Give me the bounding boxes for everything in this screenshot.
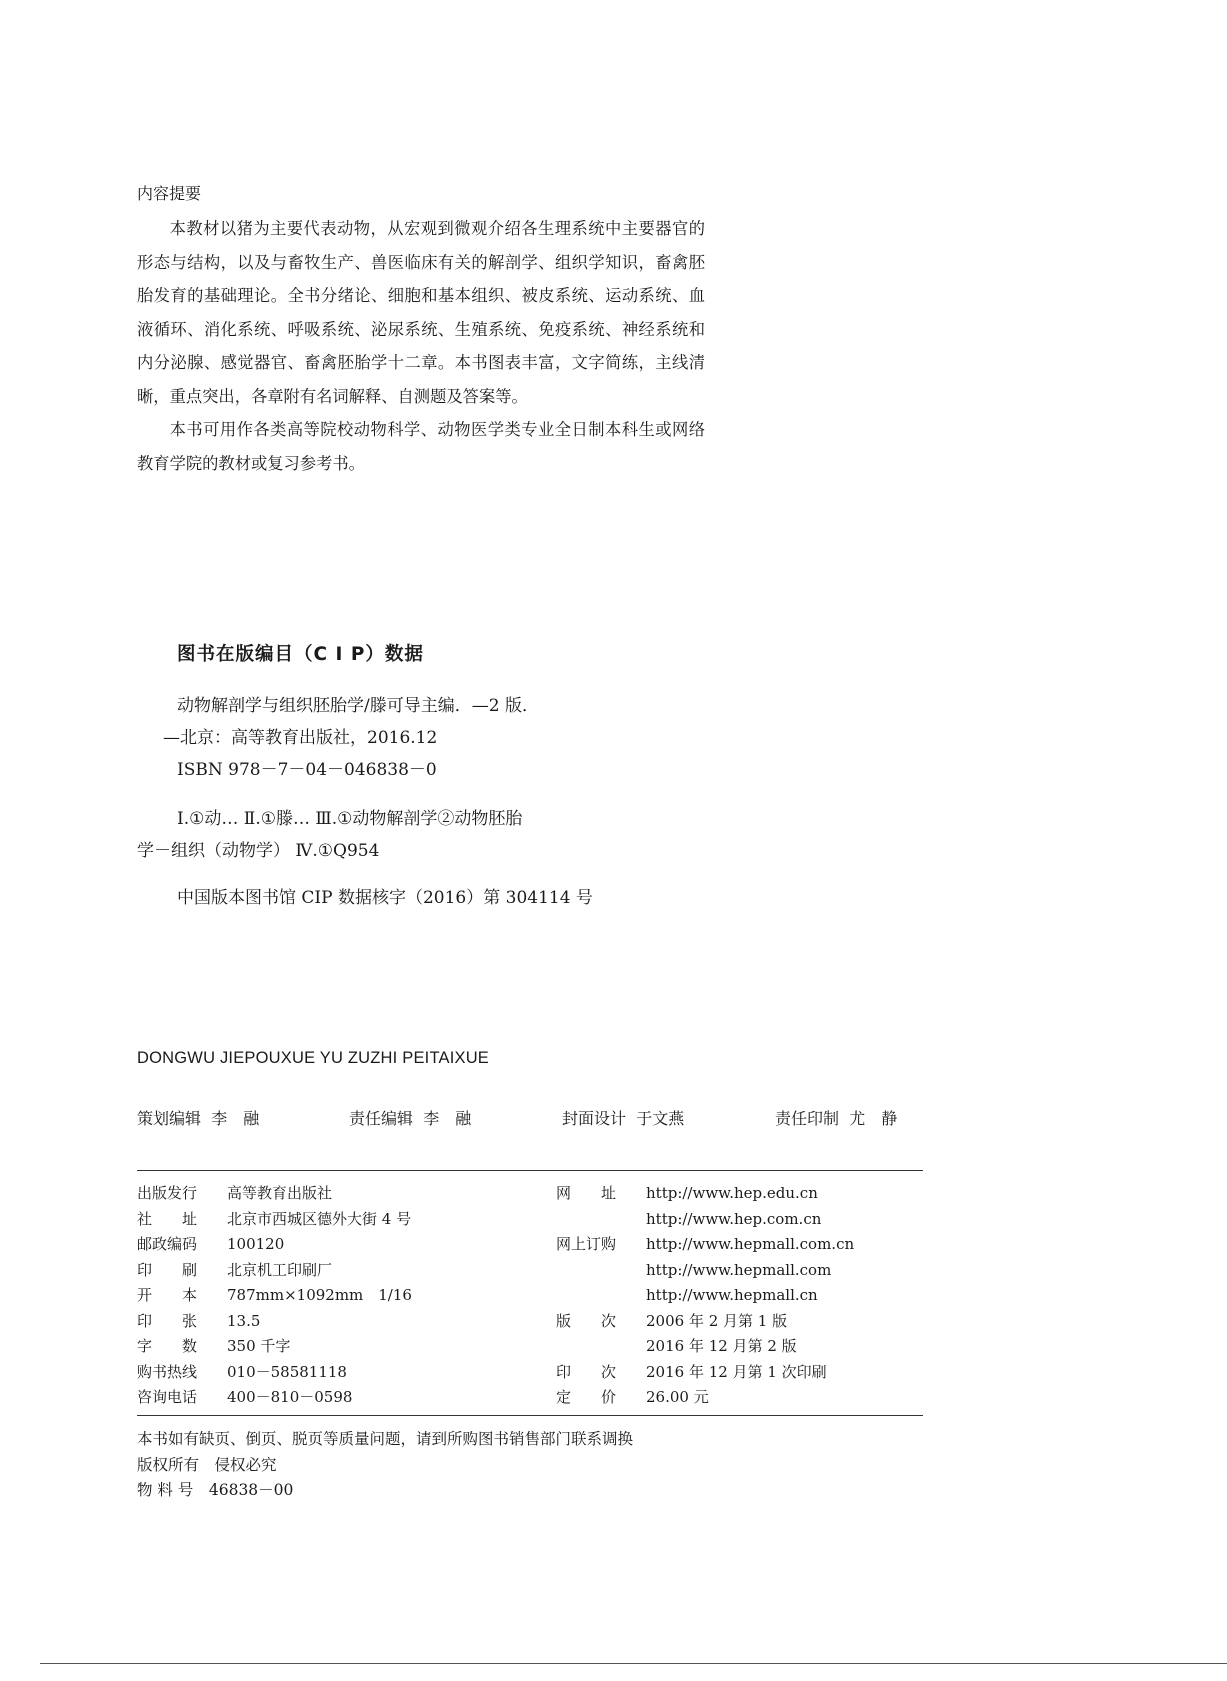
- info-label: 版 次: [556, 1311, 617, 1330]
- info-row: [137, 1232, 412, 1258]
- editor-name: 尤 静: [849, 1109, 898, 1128]
- info-label: 印 次: [556, 1362, 617, 1381]
- editor-role: 责任印制: [775, 1109, 840, 1128]
- info-value: http://www.hepmall.cn: [646, 1286, 818, 1304]
- editor-name: 于文燕: [636, 1109, 685, 1128]
- summary-title: 内容提要: [137, 184, 202, 203]
- info-label: 印 刷: [137, 1260, 198, 1279]
- info-value: 350 千字: [227, 1337, 291, 1355]
- info-label: 购书热线: [137, 1362, 198, 1381]
- editor-cover-design: [562, 1106, 684, 1129]
- info-value: http://www.hep.edu.cn: [646, 1184, 818, 1202]
- info-row: [556, 1360, 854, 1386]
- info-row: [137, 1360, 412, 1386]
- info-row: [556, 1385, 854, 1411]
- note-line: 本书如有缺页、倒页、脱页等质量问题，请到所购图书销售部门联系调换: [137, 1430, 634, 1448]
- cip-line: —北京：高等教育出版社，2016.12: [163, 728, 438, 748]
- info-value: 010－58581118: [227, 1362, 347, 1381]
- info-value: 2006 年 2 月第 1 版: [646, 1311, 788, 1330]
- info-label: 定 价: [556, 1388, 617, 1406]
- info-label: 字 数: [137, 1337, 198, 1355]
- editor-role: 责任编辑: [349, 1109, 414, 1128]
- divider-bottom: [137, 1415, 923, 1416]
- info-value: 787mm×1092mm 1/16: [227, 1286, 412, 1304]
- cip-subject-lines: [137, 803, 737, 867]
- info-value: http://www.hep.com.cn: [646, 1209, 822, 1228]
- info-row: [556, 1207, 854, 1233]
- info-row: [137, 1385, 412, 1411]
- info-row: [137, 1283, 412, 1309]
- editor-name: 李 融: [211, 1109, 260, 1128]
- editor-name: 李 融: [423, 1109, 472, 1128]
- summary-paragraph: 本教材以猪为主要代表动物，从宏观到微观介绍各生理系统中主要器官的形态与结构，以及与畜牧生产、兽医临床有关的解剖学、组织学知识，畜禽胚胎发育的基础理论。全书分绪论、细胞和基本组织、被皮系统、运动系统、血液循环、消化系统、呼吸系统、泌尿系统、生殖系统、免疫系统、神经系统和内分泌腺、感觉器官、畜禽胚胎学十二章。本书图表丰富，文字简练，主线清晰，重点突出，各章附有名词解释、自测题及答案等。: [137, 219, 705, 406]
- info-value: 北京市西城区德外大街 4 号: [227, 1209, 412, 1228]
- editors-row: [137, 1106, 927, 1128]
- info-row: [137, 1309, 412, 1335]
- editor-responsible: [349, 1106, 471, 1129]
- divider-top: [137, 1170, 923, 1171]
- info-left-column: [137, 1181, 412, 1411]
- page-bottom-rule: [40, 1663, 1227, 1664]
- info-value: http://www.hepmall.com.cn: [646, 1235, 855, 1253]
- editor-role: 封面设计: [562, 1109, 627, 1128]
- summary-body: [137, 212, 705, 480]
- info-label: 社 址: [137, 1209, 198, 1228]
- note-line: 版权所有 侵权必究: [137, 1455, 277, 1474]
- info-label: 印 张: [137, 1311, 198, 1330]
- info-row: [556, 1258, 854, 1284]
- info-row: [556, 1181, 854, 1207]
- info-right-column: [556, 1181, 854, 1411]
- cip-subject-line: Ⅰ.①动… Ⅱ.①滕… Ⅲ.①动物解剖学②动物胚胎: [177, 809, 523, 829]
- cip-subject-line: 学－组织（动物学） Ⅳ.①Q954: [137, 841, 380, 861]
- info-value: 高等教育出版社: [227, 1184, 333, 1202]
- cip-line: 动物解剖学与组织胚胎学/滕可导主编．—2 版．: [177, 696, 539, 716]
- info-label: 网 址: [556, 1184, 617, 1202]
- info-row: [137, 1181, 412, 1207]
- cip-record-lines: [163, 690, 737, 786]
- info-label: 出版发行: [137, 1184, 198, 1202]
- summary-paragraph: 本书可用作各类高等院校动物科学、动物医学类专业全日制本科生或网络教育学院的教材或复习参考书。: [137, 420, 705, 473]
- cip-record-number: [177, 882, 737, 914]
- info-value: 北京机工印刷厂: [227, 1260, 333, 1279]
- info-row: [137, 1258, 412, 1284]
- editor-role: 策划编辑: [137, 1109, 202, 1128]
- info-row: [556, 1309, 854, 1335]
- info-row: [556, 1334, 854, 1360]
- cip-line: ISBN 978－7－04－046838－0: [177, 760, 437, 780]
- info-row: [556, 1283, 854, 1309]
- info-label: 邮政编码: [137, 1235, 198, 1253]
- editor-planning: [137, 1106, 259, 1129]
- pinyin-title: DONGWU JIEPOUXUE YU ZUZHI PEITAIXUE: [137, 1049, 490, 1067]
- editor-printing: [775, 1106, 897, 1129]
- info-value: 2016 年 12 月第 2 版: [646, 1337, 797, 1355]
- cip-record-text: 中国版本图书馆 CIP 数据核字（2016）第 304114 号: [177, 888, 593, 908]
- info-value: 100120: [227, 1235, 285, 1253]
- info-row: [137, 1334, 412, 1360]
- info-row: [556, 1232, 854, 1258]
- note-line: 物 料 号 46838－00: [137, 1481, 294, 1499]
- cip-title: 图书在版编目（C I P）数据: [177, 644, 424, 665]
- info-value: 26.00 元: [646, 1388, 709, 1406]
- info-value: 400－810－0598: [227, 1388, 353, 1406]
- info-value: http://www.hepmall.com: [646, 1260, 832, 1279]
- info-value: 2016 年 12 月第 1 次印刷: [646, 1362, 827, 1381]
- info-value: 13.5: [227, 1311, 261, 1330]
- copyright-notes: [137, 1427, 633, 1504]
- info-label: 咨询电话: [137, 1388, 198, 1406]
- info-label: 网上订购: [556, 1235, 617, 1253]
- info-row: [137, 1207, 412, 1233]
- info-label: 开 本: [137, 1286, 198, 1304]
